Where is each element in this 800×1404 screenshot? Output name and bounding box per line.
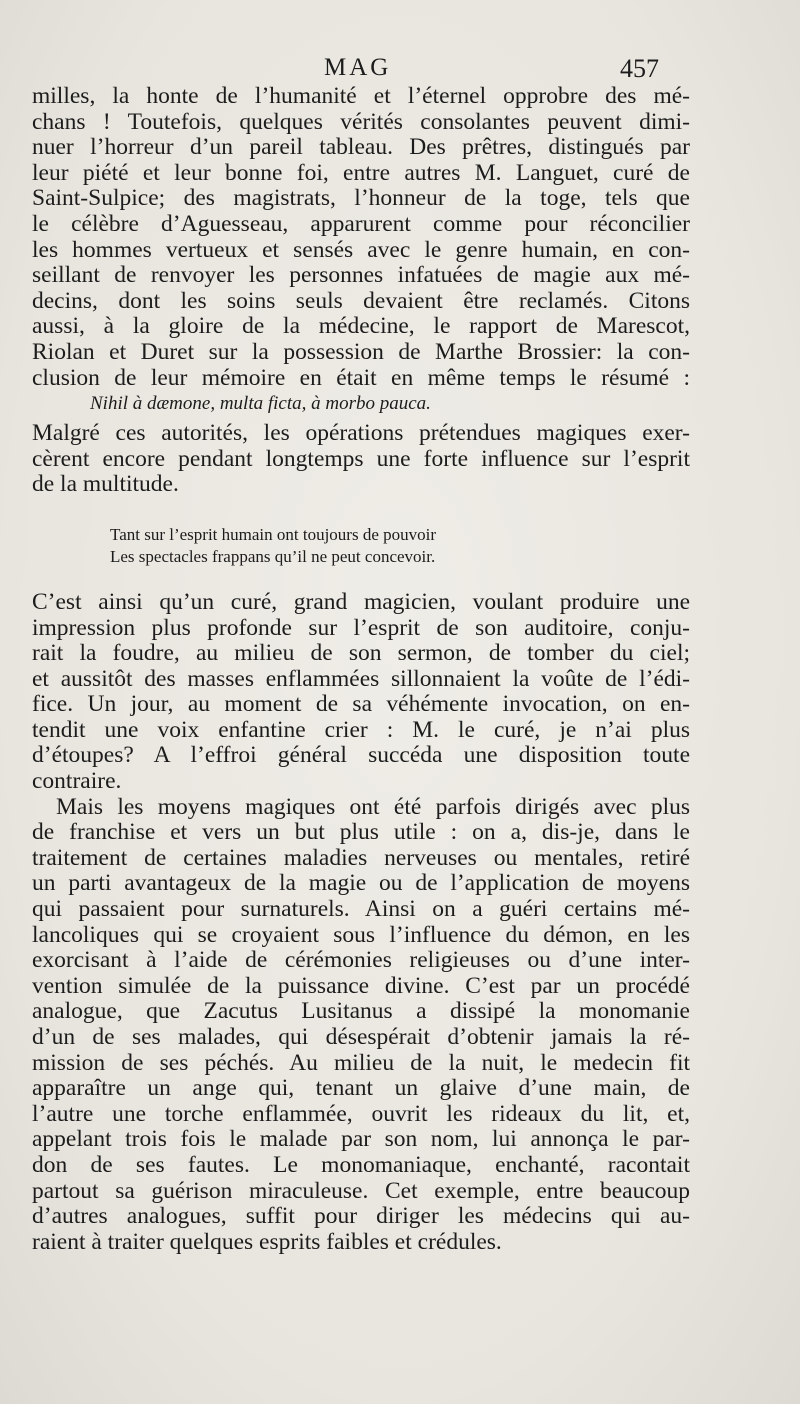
text-line: d’étoupes? A l’effroi général succéda une disposition toute bbox=[32, 743, 690, 769]
text-line: seillant de renvoyer les personnes infatuées de magie aux mé- bbox=[32, 263, 690, 289]
text-line: raient à traiter quelques esprits faibles et crédules. bbox=[32, 1229, 502, 1255]
text-line: un parti avantageux de la magie ou de l’application de moyens bbox=[32, 871, 690, 897]
running-head: MAG bbox=[324, 54, 392, 81]
text-line: qui passaient pour surnaturels. Ainsi on a guéri certains mé- bbox=[32, 897, 690, 923]
verse-line: Les spectacles frappans qu’il ne peut concevoir. bbox=[110, 546, 436, 566]
text-line: Mais les moyens magiques ont été parfois dirigés avec plus bbox=[56, 794, 690, 820]
body-text bbox=[32, 84, 690, 1255]
text-line: de la multitude. bbox=[32, 472, 179, 498]
text-line: fice. Un jour, au moment de sa véhémente invocation, on en- bbox=[32, 692, 690, 718]
text-line: rait la foudre, au milieu de son sermon, de tomber du ciel; bbox=[32, 641, 690, 667]
paragraph-1 bbox=[32, 84, 690, 391]
text-line: milles, la honte de l’humanité et l’éternel opprobre des mé- bbox=[32, 84, 690, 109]
paragraph-2 bbox=[32, 421, 690, 498]
text-line: apparaître un ange qui, tenant un glaive d’une main, de bbox=[32, 1076, 690, 1102]
verse-line: Tant sur l’esprit humain ont toujours de pouvoir bbox=[110, 524, 437, 544]
text-line: C’est ainsi qu’un curé, grand magicien, voulant produire une bbox=[32, 589, 690, 615]
text-line: tendit une voix enfantine crier : M. le curé, je n’ai plus bbox=[32, 717, 690, 743]
text-line: Riolan et Duret sur la possession de Marthe Brossier: la con- bbox=[32, 339, 690, 365]
text-line: contraire. bbox=[32, 769, 122, 795]
text-line: nuer l’horreur d’un pareil tableau. Des prêtres, distingués par bbox=[32, 135, 690, 161]
latin-quote: Nihil à dæmone, multa ficta, à morbo pauca. bbox=[90, 393, 431, 415]
text-line: d’un de ses malades, qui désespérait d’obtenir jamais la ré- bbox=[32, 1025, 690, 1050]
text-line: les hommes vertueux et sensés avec le genre humain, en con- bbox=[32, 237, 690, 263]
text-line: lancoliques qui se croyaient sous l’influence du démon, en les bbox=[32, 922, 690, 948]
text-line: l’autre une torche enflammée, ouvrit les rideaux du lit, et, bbox=[32, 1101, 690, 1127]
text-line: Saint-Sulpice; des magistrats, l’honneur de la toge, tels que bbox=[32, 186, 690, 212]
paragraph-4 bbox=[32, 795, 690, 1256]
text-line: traitement de certaines maladies nerveuses ou mentales, retiré bbox=[32, 845, 690, 871]
text-line: aussi, à la gloire de la médecine, le rapport de Marescot, bbox=[32, 314, 690, 340]
text-line: decins, dont les soins seuls devaient être reclamés. Citons bbox=[32, 288, 690, 314]
text-line: mission de ses péchés. Au milieu de la nuit, le medecin fit bbox=[32, 1050, 690, 1076]
text-line: d’autres analogues, suffit pour diriger les médecins qui au- bbox=[32, 1204, 690, 1230]
text-line: vention simulée de la puissance divine. C’est par un procédé bbox=[32, 973, 690, 999]
paragraph-3 bbox=[32, 590, 690, 795]
text-line: appelant trois fois le malade par son nom, lui annonça le par- bbox=[32, 1127, 690, 1153]
text-line: le célèbre d’Aguesseau, apparurent comme pour réconcilier bbox=[32, 211, 690, 237]
text-line: de franchise et vers un but plus utile : on a, dis-je, dans le bbox=[32, 820, 690, 846]
text-line: Malgré ces autorités, les opérations prétendues magiques exer- bbox=[32, 421, 690, 447]
text-line: don de ses fautes. Le monomaniaque, enchanté, racontait bbox=[32, 1152, 690, 1178]
text-line: clusion de leur mémoire en était en même temps le résumé : bbox=[32, 365, 690, 391]
text-line: leur piété et leur bonne foi, entre autres M. Languet, curé de bbox=[32, 160, 690, 186]
text-line: partout sa guérison miraculeuse. Cet exemple, entre beaucoup bbox=[32, 1178, 690, 1204]
text-line: cèrent encore pendant longtemps une forte influence sur l’esprit bbox=[32, 446, 690, 472]
verse-quote bbox=[32, 524, 690, 568]
page-number: 457 bbox=[620, 54, 659, 83]
text-line: et aussitôt des masses enflammées sillonnaient la voûte de l’édi- bbox=[32, 666, 690, 692]
text-line: analogue, que Zacutus Lusitanus a dissipé la monomanie bbox=[32, 999, 690, 1025]
text-line: exorcisant à l’aide de cérémonies religieuses ou d’une inter- bbox=[32, 948, 690, 974]
text-line: chans ! Toutefois, quelques vérités consolantes peuvent dimi- bbox=[32, 109, 690, 135]
text-line: impression plus profonde sur l’esprit de son auditoire, conju- bbox=[32, 615, 690, 641]
